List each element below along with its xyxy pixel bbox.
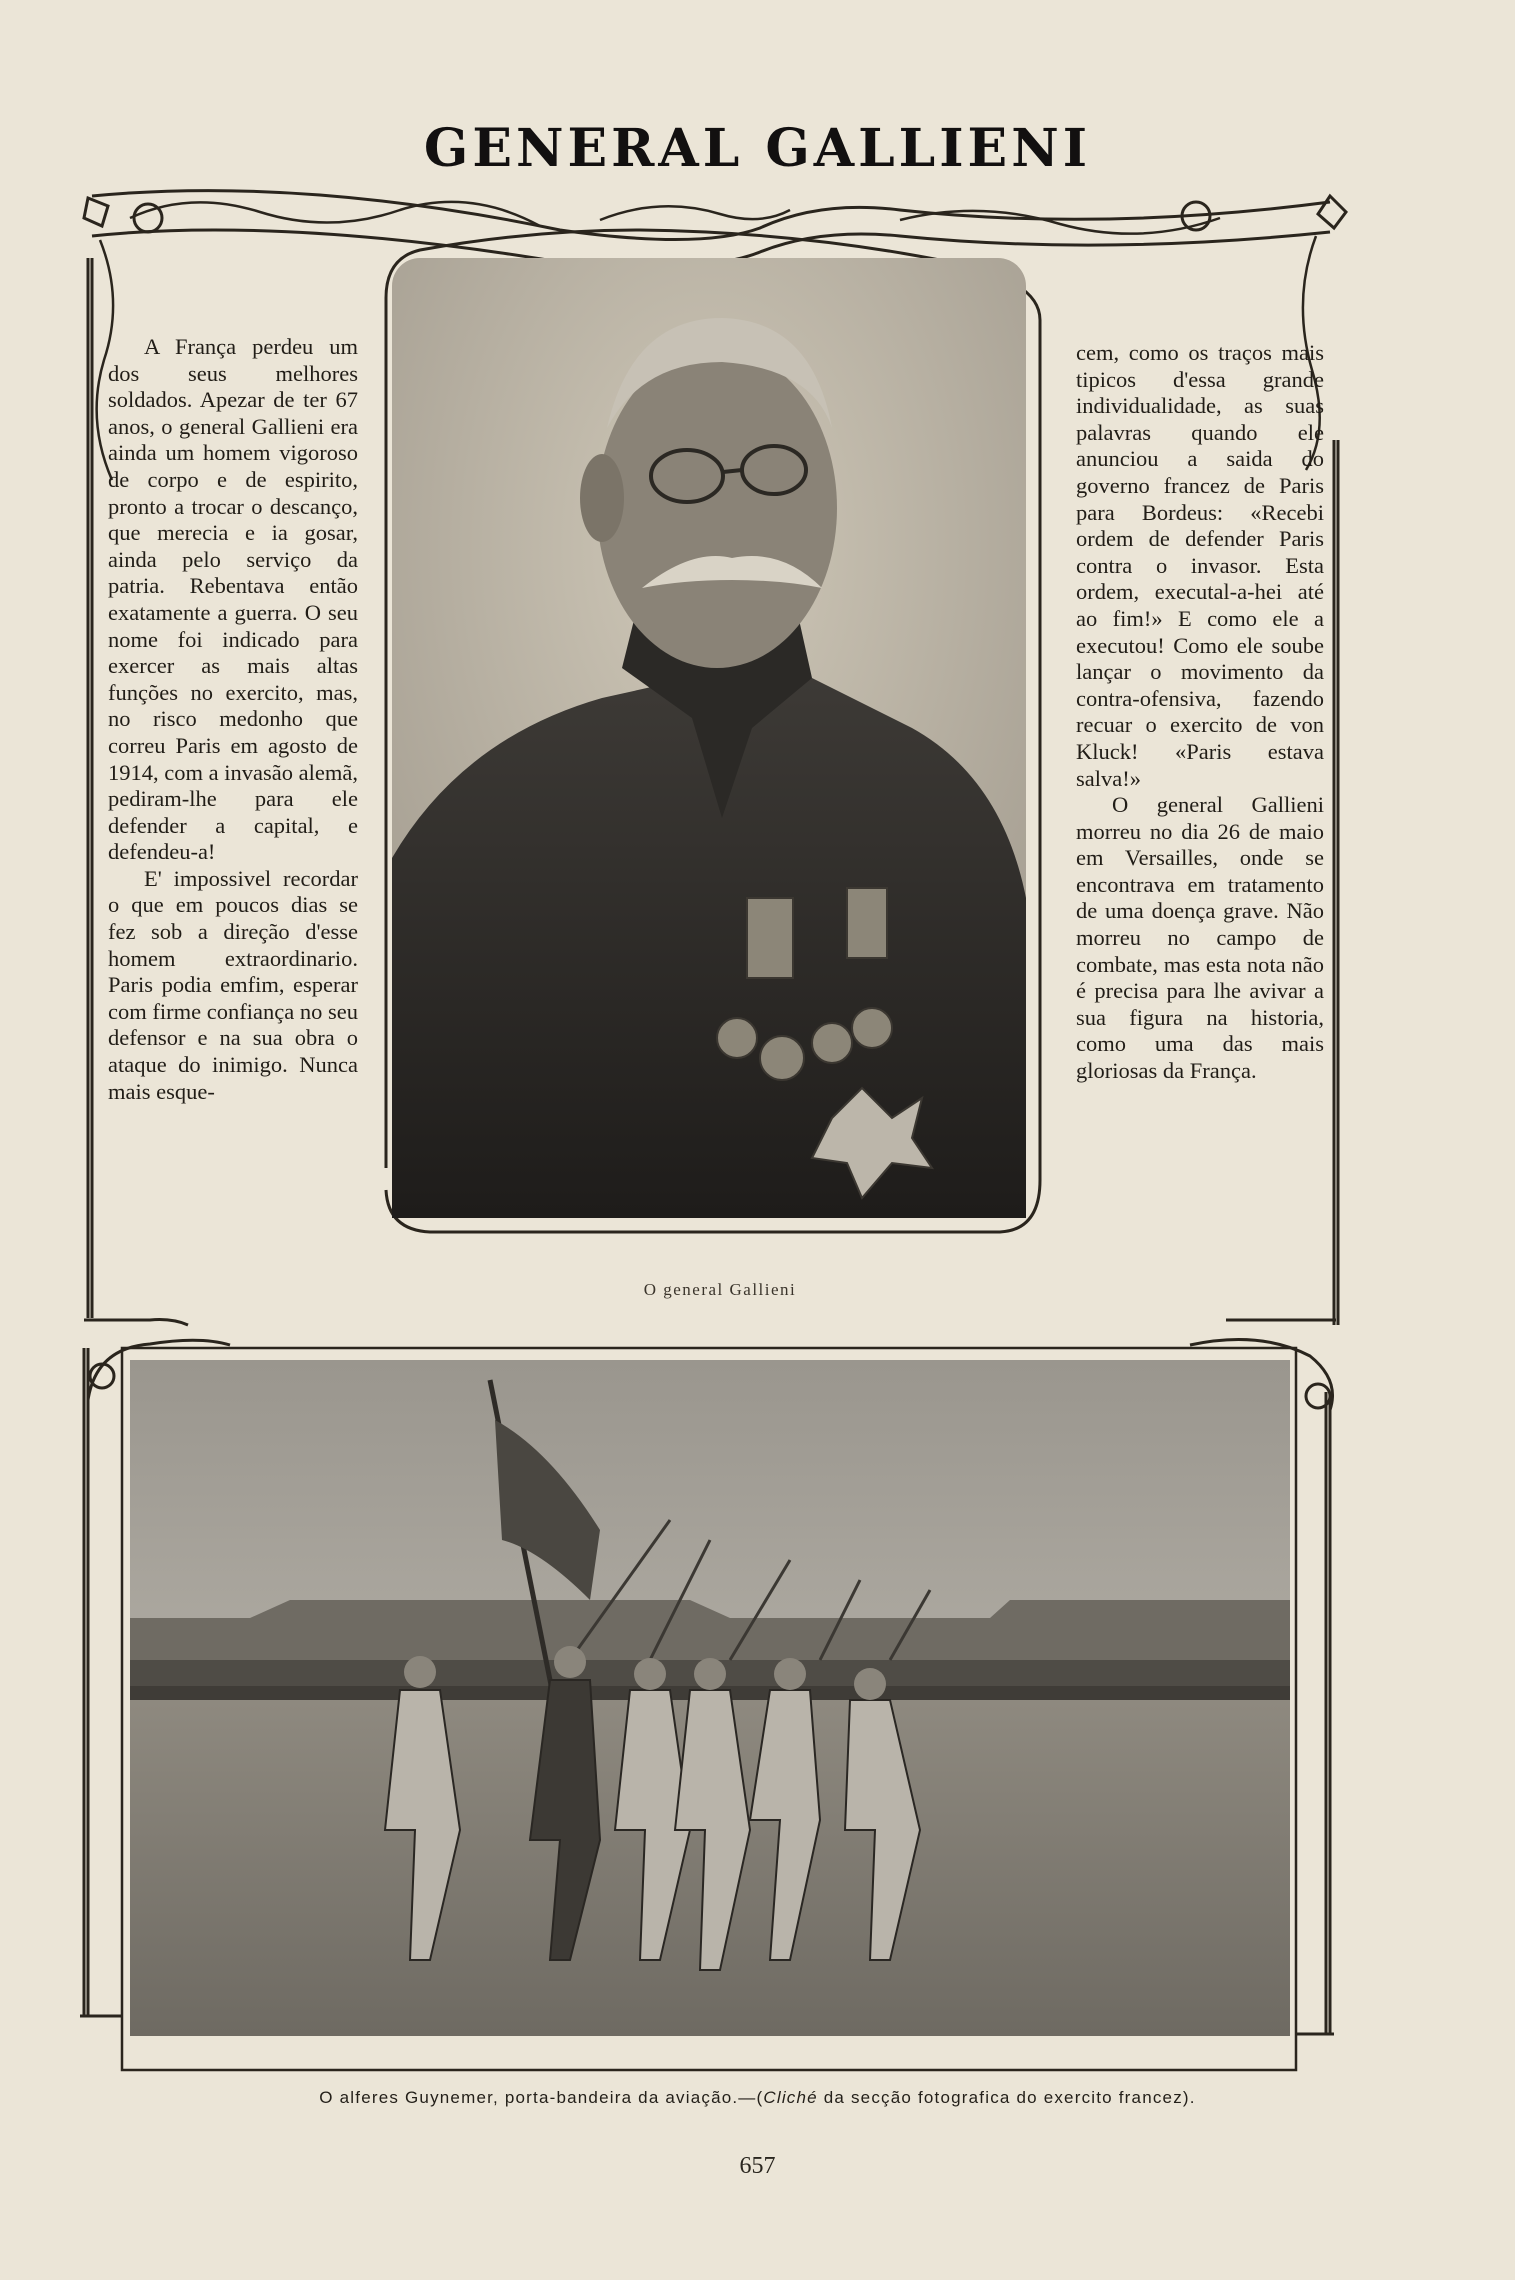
- page-title: GENERAL GALLIENI: [423, 118, 1092, 179]
- page-number: 657: [739, 2153, 776, 2179]
- photo-caption-main: O alferes Guynemer, porta-bandeira da aviação.—(: [319, 2088, 764, 2107]
- left-paragraph-2: E' impossivel recordar o que em poucos dias se fez sob a direção d'esse homem extraordinario. Paris podia emfim, esperar com firme confiança no seu defensor e na sua obra o ataque do inimigo. Nunca mais esque-: [108, 865, 358, 1104]
- portrait-photo: [392, 258, 1026, 1218]
- photo-caption-italic: Cliché: [763, 2088, 818, 2107]
- parade-photo: [130, 1360, 1290, 2036]
- portrait-caption: O general Gallieni: [643, 1280, 797, 1299]
- left-paragraph-1: A França perdeu um dos seus melhores soldados. Apezar de ter 67 anos, o general Gallieni era ainda um homem vigoroso de corpo e de espirito, pronto a trocar o descanço, que merecia e ia gosar, ainda pelo serviço da patria. Rebentava então exatamente a guerra. O seu nome foi indicado para exercer as mais altas funções no exercito, mas, no risco medonho que correu Paris em agosto de 1914, com a invasão alemã, pediram-lhe para ele defender a capital, e defendeu-a!: [108, 334, 358, 865]
- right-paragraph-1: cem, como os traços mais tipicos d'essa grande individualidade, as suas palavras quando ele anunciou a saida do governo francez de Paris para Bordeus: «Recebi ordem de defender Paris contra o invasor. Esta ordem, executal-a-hei até ao fim!» E como ele a executou! Como ele soube lançar o movimento da contra-ofensiva, fazendo recuar o exercito de von Kluck! «Paris estava salva!»: [1076, 340, 1324, 791]
- right-text-column: [1076, 340, 1324, 1085]
- photo-caption: [0, 2088, 1515, 2108]
- photo-caption-rest: da secção fotografica do exercito francez).: [817, 2088, 1196, 2107]
- right-paragraph-2: O general Gallieni morreu no dia 26 de maio em Versailles, onde se encontrava em tratamento de uma doença grave. Não morreu no campo de combate, mas esta nota não é precisa para lhe avivar a sua figura na historia, como uma das mais gloriosas da França.: [1076, 792, 1324, 1084]
- left-text-column: [108, 334, 358, 1105]
